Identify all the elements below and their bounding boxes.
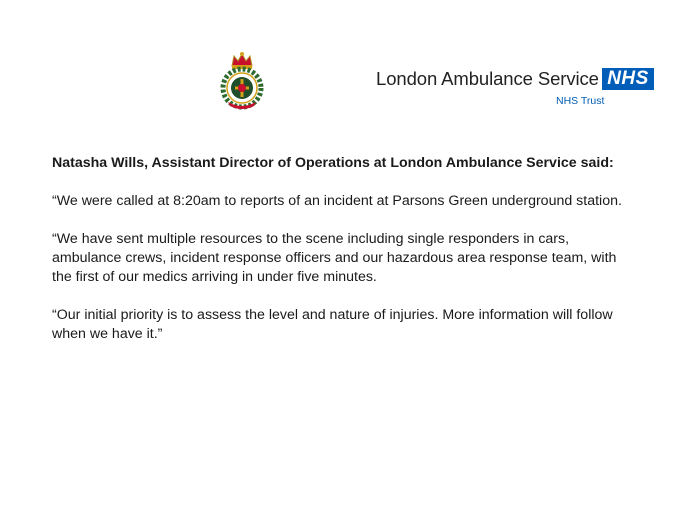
ambulance-service-crest-icon: [214, 50, 270, 112]
statement-paragraph: “Our initial priority is to assess the level and nature of injuries. More information will follow when we have it.”: [52, 307, 613, 342]
statement-body: [52, 154, 632, 363]
header-branding: [376, 68, 656, 108]
statement-heading: Natasha Wills, Assistant Director of Operations at London Ambulance Service said:: [52, 155, 614, 171]
organisation-name: London Ambulance Service: [376, 68, 599, 89]
statement-paragraph: “We were called at 8:20am to reports of an incident at Parsons Green underground station.: [52, 193, 622, 209]
nhs-trust-label: NHS Trust: [556, 95, 605, 107]
nhs-logo: NHS: [602, 68, 654, 90]
statement-paragraph: “We have sent multiple resources to the scene including single responders in cars, ambulance crews, incident response officers and our hazardous area response team, with the first of our medics arriving in under five minutes.: [52, 231, 617, 285]
